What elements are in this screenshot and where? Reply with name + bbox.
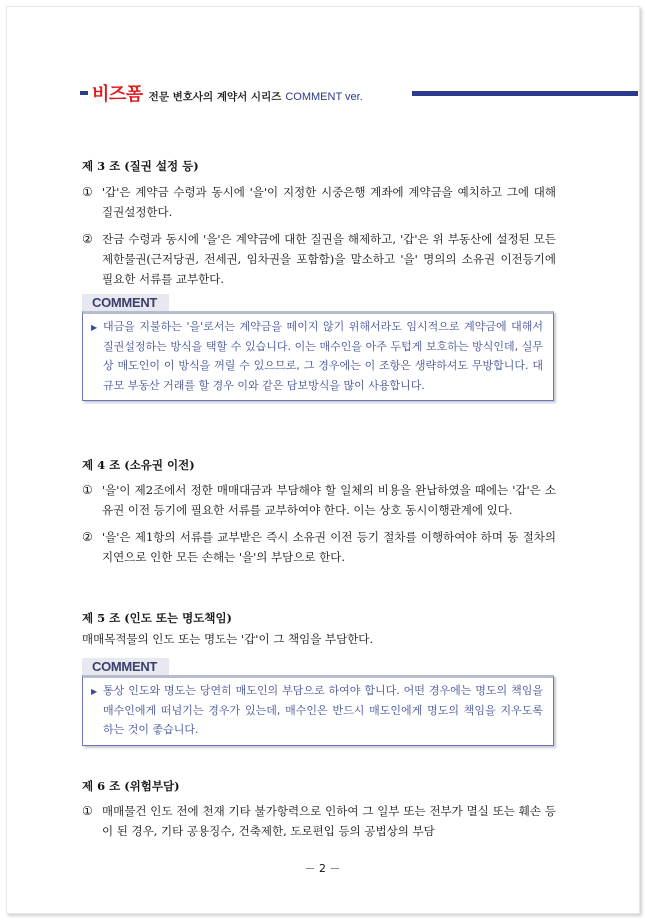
article-3-body [82,182,556,289]
article-5-text: 매매목적물의 인도 또는 명도는 '갑'이 그 책임을 부담한다. [82,632,374,646]
article-4-title: 제 4 조 (소유권 이전) [82,458,195,472]
header-rule-left [80,91,88,95]
item-number: ② [82,232,93,246]
item-number: ② [82,530,93,544]
article-4-item-2 [82,527,556,567]
triangle-bullet-icon: ▶ [91,687,98,696]
article-3-item-2 [82,229,556,289]
comment-body [82,311,554,401]
item-number: ① [82,185,93,199]
series-version: COMMENT ver. [285,91,363,103]
comment-box-2 [82,656,554,746]
brand-logo: 비즈폼 [92,84,143,105]
item-text: 매매물건 인도 전에 천재 기타 불가항력으로 인하여 그 일부 또는 전부가 멸실 또는 훼손 등이 된 경우, 기타 공용징수, 건축제한, 도로편입 등의 공법상의 부담 [102,804,556,838]
header-rule-right [412,91,638,96]
comment-text: 통상 인도와 명도는 당연히 매도인의 부담으로 하여야 합니다. 어떤 경우에는 명도의 책임을 매수인에게 떠넘기는 경우가 있는데, 매수인은 반드시 매도인에게 명도의 책임을 지우도록 하는 것이 좋습니다. [103,684,543,736]
article-3-item-1 [82,182,556,222]
comment-box-1 [82,292,554,401]
item-text: '을'은 제1항의 서류를 교부받은 즉시 소유권 이전 등기 절차를 이행하여야 하며 동 절차의 지연으로 인한 모든 손해는 '을'의 부담으로 한다. [102,530,556,564]
item-text: '갑'은 계약금 수령과 동시에 '을'이 지정한 시중은행 계좌에 계약금을 예치하고 그에 대해 질권설정한다. [102,185,556,219]
comment-body [82,675,554,746]
article-4-item-1 [82,480,556,520]
comment-text: 대금을 지불하는 '을'로서는 계약금을 떼이지 않기 위해서라도 임시적으로 계약금에 대해서 질권설정하는 방식을 택할 수 있습니다. 이는 매수인을 아주 두텁게 보호하는 방식인데, 실무상 매도인이 이 방식을 꺼릴 수 있으므로, 그 경우에는 이 조항은 생략하셔도 무방합니다. 대규모 부동산 거래를 할 경우 이와 같은 담보방식을 많이 사용합니다. [103,320,543,392]
comment-label: COMMENT [82,294,169,311]
comment-label: COMMENT [82,658,169,675]
article-3-title: 제 3 조 (질권 설정 등) [82,159,199,173]
document-header [92,80,363,106]
article-6-body [82,801,556,841]
article-4-body [82,480,556,567]
item-text: '을'이 제2조에서 정한 매매대금과 부담해야 할 일체의 비용을 완납하였을 때에는 '갑'은 소유권 이전 등기에 필요한 서류를 교부하여야 한다. 이는 상호 동시이행관계에 있다. [102,483,556,517]
item-number: ① [82,804,93,818]
item-number: ① [82,483,93,497]
page-number: － 2 － [304,862,341,875]
article-5-title: 제 5 조 (인도 또는 명도책임) [82,611,232,625]
triangle-bullet-icon: ▶ [91,323,98,332]
item-text: 잔금 수령과 동시에 '을'은 계약금에 대한 질권을 해제하고, '갑'은 위 부동산에 설정된 모든 제한물권(근저당권, 전세권, 임차권을 포함함)을 말소하고 '을' 명의의 소유권 이전등기에 필요한 서류를 교부한다. [102,232,556,286]
series-title: 전문 변호사의 계약서 시리즈 [148,91,282,103]
article-6-item-1 [82,801,556,841]
article-6-title: 제 6 조 (위험부담) [82,779,180,793]
